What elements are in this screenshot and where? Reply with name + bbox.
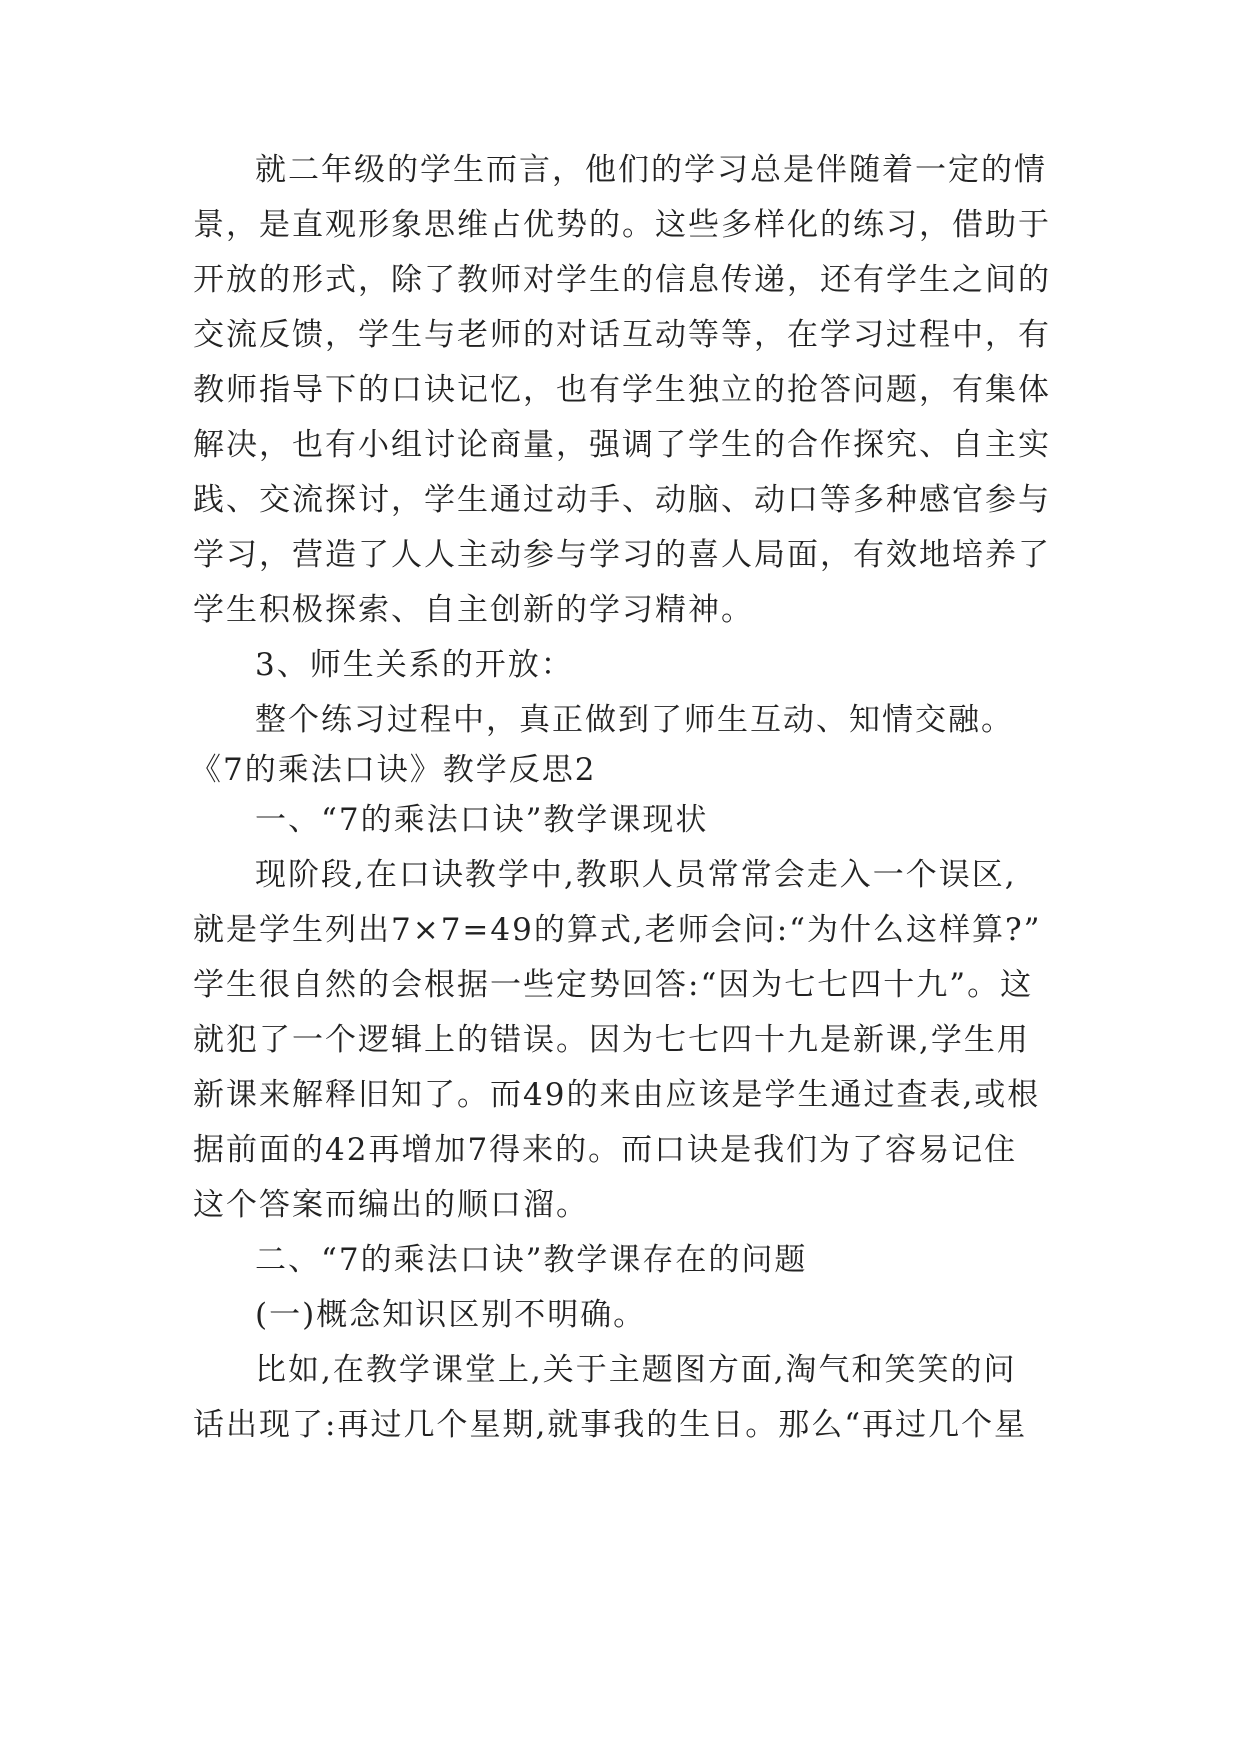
paragraph-line-24: 话出现了:再过几个星期,就事我的生日。那么“再过几个星 bbox=[193, 1407, 1028, 1443]
subsection-heading: (一)概念知识区别不明确。 bbox=[255, 1297, 647, 1333]
paragraph-line-9: 学生积极探索、自主创新的学习精神。 bbox=[193, 592, 754, 628]
paragraph-line-11: 整个练习过程中，真正做到了师生互动、知情交融。 bbox=[255, 702, 1014, 738]
paragraph-line-23: 比如,在教学课堂上,关于主题图方面,淘气和笑笑的问 bbox=[255, 1352, 1017, 1388]
paragraph-line-15: 就是学生列出7×7=49的算式,老师会问:“为什么这样算?” bbox=[193, 912, 1042, 948]
paragraph-line-8: 学习，营造了人人主动参与学习的喜人局面，有效地培养了 bbox=[193, 537, 1051, 573]
paragraph-line-19: 据前面的42再增加7得来的。而口诀是我们为了容易记住 bbox=[193, 1132, 1018, 1168]
section-heading-2: 二、“7的乘法口诀”教学课存在的问题 bbox=[255, 1242, 808, 1278]
paragraph-line-14: 现阶段,在口诀教学中,教职人员常常会走入一个误区, bbox=[255, 857, 1017, 893]
paragraph-line-4: 交流反馈，学生与老师的对话互动等等，在学习过程中，有 bbox=[193, 317, 1051, 353]
paragraph-line-16: 学生很自然的会根据一些定势回答:“因为七七四十九”。这 bbox=[193, 967, 1034, 1003]
paragraph-line-5: 教师指导下的口诀记忆，也有学生独立的抢答问题，有集体 bbox=[193, 372, 1051, 408]
section-heading-1: 一、“7的乘法口诀”教学课现状 bbox=[255, 802, 709, 838]
paragraph-line-7: 践、交流探讨，学生通过动手、动脑、动口等多种感官参与 bbox=[193, 482, 1051, 518]
section-heading-3: 3、师生关系的开放： bbox=[255, 647, 574, 683]
paragraph-line-20: 这个答案而编出的顺口溜。 bbox=[193, 1187, 589, 1223]
paragraph-line-3: 开放的形式，除了教师对学生的信息传递，还有学生之间的 bbox=[193, 262, 1051, 298]
paragraph-line-17: 就犯了一个逻辑上的错误。因为七七四十九是新课,学生用 bbox=[193, 1022, 1030, 1058]
document-title: 《7的乘法口诀》教学反思2 bbox=[190, 752, 597, 788]
paragraph-line-6: 解决，也有小组讨论商量，强调了学生的合作探究、自主实 bbox=[193, 427, 1051, 463]
paragraph-line-18: 新课来解释旧知了。而49的来由应该是学生通过查表,或根 bbox=[193, 1077, 1041, 1113]
paragraph-line-2: 景，是直观形象思维占优势的。这些多样化的练习，借助于 bbox=[193, 207, 1051, 243]
paragraph-line-1: 就二年级的学生而言，他们的学习总是伴随着一定的情 bbox=[255, 152, 1047, 188]
